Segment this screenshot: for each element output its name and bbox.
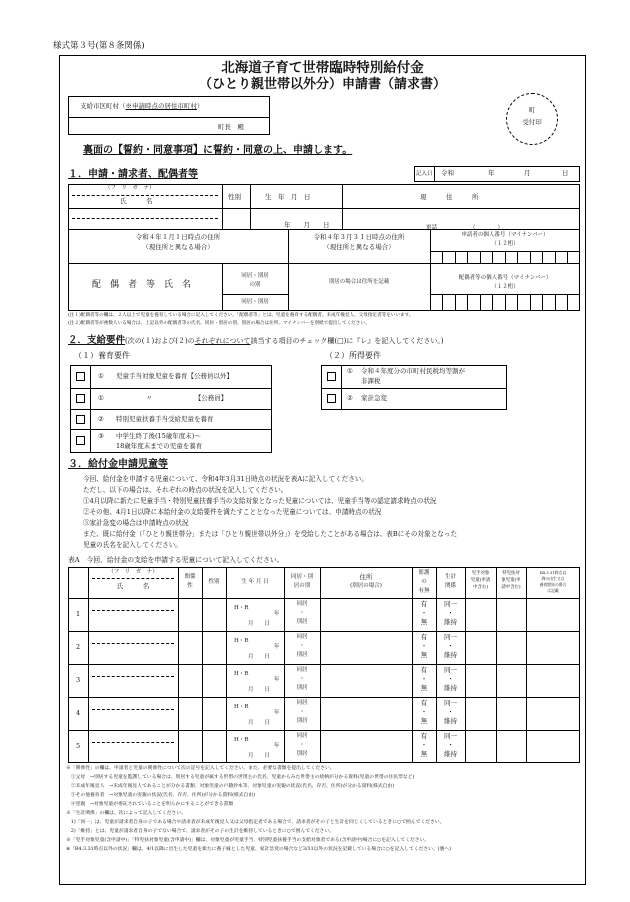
col-furigana: （フ リ ガ ナ） xyxy=(108,569,158,575)
row-livelihood-dot: ・ xyxy=(447,642,454,650)
spouse-mynumber-digits: （１２桁） xyxy=(491,284,519,290)
row-custody-dot: ・ xyxy=(420,609,428,617)
row-cohab[interactable]: 同居 xyxy=(296,700,308,706)
row-custody-no[interactable]: 無 xyxy=(420,684,428,692)
col-r4-status-2: 降の出生又は xyxy=(541,576,565,581)
row-cohab-dot: ・ xyxy=(299,676,305,682)
row-custody-no[interactable]: 無 xyxy=(420,717,428,725)
footnote-4: ③その他養育者 →対象児童の実親の状況(氏名、存否、住所)が分かる資料(様式自由) xyxy=(66,793,255,798)
dob-header: 生 年 月 日 xyxy=(265,193,311,201)
sep-address-header: 別居の場合は住所を記載 xyxy=(328,279,390,285)
footnote-9: ※「児手対象児童(含申請中)」「特児扶対象児童(含申請中)」欄は、対象児童が児童手当、特別児童扶養手当の支給対象者である(含申請中)場合に○を記入してください。 xyxy=(66,838,430,843)
cohab-header: 同居・別居 xyxy=(241,273,269,279)
table-row[interactable] xyxy=(68,730,580,763)
row-separate[interactable]: 別居 xyxy=(296,718,308,724)
row-livelihood-maintain[interactable]: 維持 xyxy=(444,618,457,626)
section1-note1: (注１)配偶者等の欄は、２人以上で児童を養育している場合に記入してください。「配偶者等」とは、児童を養育する配偶者、未成年後見人、父母指定者等をいいます。 xyxy=(68,313,414,318)
req1-text-3: 特別児童扶養手当受給児童を養育 xyxy=(116,415,214,423)
form-title: 北海道子育て世帯臨時特別給付金 xyxy=(221,60,424,76)
row-monthday: 月 日 xyxy=(248,654,271,660)
req2-checkbox-1[interactable] xyxy=(327,372,336,381)
row-livelihood-same[interactable]: 同一 xyxy=(444,732,457,740)
col-cohab: 同居・別 xyxy=(290,574,313,580)
date-year: 年 xyxy=(488,169,495,177)
s3-line-3: ①4月以降に新たに児童手当・特別児童扶養手当の支給対象となった児童については、児童手当等の認定請求時点の状況 xyxy=(83,497,437,505)
row-custody-dot: ・ xyxy=(420,708,428,716)
name-header: 氏 名 xyxy=(120,197,153,205)
row-custody-yes[interactable]: 有 xyxy=(420,633,428,641)
stamp-town: 町 xyxy=(528,106,536,114)
row-separate[interactable]: 別居 xyxy=(296,751,308,757)
row-monthday: 月 日 xyxy=(248,720,271,726)
col-livelihood: 生計 xyxy=(444,574,456,580)
section1-heading: １．申請・請求者、配偶者等 xyxy=(68,169,198,180)
req1-text-4b: 18歳年度末までの児童を養育 xyxy=(116,442,203,450)
date-day: 日 xyxy=(562,169,569,177)
req1-checkbox-2[interactable] xyxy=(76,394,85,403)
s3-line-6: また、既に給付金（「ひとり親世帯分」または「ひとり親世帯以外分」）を受給したことがある場合は、表Bにその対象となった xyxy=(83,530,458,538)
row-livelihood-dot: ・ xyxy=(447,741,454,749)
s3-line-4: ②その他、4月1日以降に本給付金の支給要件を満たすこととなった児童については、申請時点の状況 xyxy=(83,508,382,516)
row-year: 年 xyxy=(274,743,280,749)
row-era: H・R xyxy=(234,704,249,710)
row-livelihood-dot: ・ xyxy=(447,609,454,617)
col-address: 住所 xyxy=(359,573,373,581)
date-month: 月 xyxy=(524,169,531,177)
row-cohab[interactable]: 同居 xyxy=(296,667,308,673)
row-custody-no[interactable]: 無 xyxy=(420,651,428,659)
row-livelihood-dot: ・ xyxy=(447,708,454,716)
address-header: 現 住 所 xyxy=(420,193,479,201)
row-number: 3 xyxy=(76,676,81,684)
row-era: H・R xyxy=(234,638,249,644)
row-livelihood-same[interactable]: 同一 xyxy=(444,666,457,674)
row-cohab[interactable]: 同居 xyxy=(296,601,308,607)
row-custody-yes[interactable]: 有 xyxy=(420,666,428,674)
section1-note2: (注２)配偶者等が複数人いる場合は、上記以外の配偶者等の氏名、同居・別居の別、別居の場合は住所、マイナンバーを別紙で提出してください。 xyxy=(68,321,370,326)
footnote-3: ②未成年後見人 →未成年後見人であることが分かる書類、対象児童の戸籍抄本等、対象児童の実親の状況(氏名、存否、住所)が分かる資料(様式自由) xyxy=(66,784,395,789)
row-cohab[interactable]: 同居 xyxy=(296,733,308,739)
req1-text-4: 中学生終了後(15歳年度末)～ xyxy=(116,432,201,440)
form-subtitle: （ひとり親世帯以外分）申請書（請求書） xyxy=(198,77,446,92)
req1-text-2: 〃 【公務員】 xyxy=(146,394,228,402)
addressee-label: 支給市区町村（※申請時点の居住市町村） xyxy=(80,102,204,110)
spouse-mynumber-header: 配偶者等の個人番号（マイナンバー） xyxy=(458,275,552,281)
table-row[interactable] xyxy=(68,598,580,631)
mynumber-header: 申請者の個人番号（マイナンバー） xyxy=(461,232,549,238)
table-row[interactable] xyxy=(68,664,580,697)
col-custody-3: 有無 xyxy=(418,588,430,594)
req1-num-3: ② xyxy=(98,415,104,423)
dob-ymd: 年 月 日 xyxy=(284,221,330,229)
row-monthday: 月 日 xyxy=(248,687,271,693)
cohab-option[interactable]: 同居・別居 xyxy=(241,299,269,305)
row-custody-yes[interactable]: 有 xyxy=(420,699,428,707)
row-cohab-dot: ・ xyxy=(299,643,305,649)
req1-checkbox-1[interactable] xyxy=(76,372,85,381)
s3-line-5: ③家計急変の場合は申請時点の状況 xyxy=(83,519,189,527)
req1-num-2: ① xyxy=(98,394,104,402)
row-cohab-dot: ・ xyxy=(299,709,305,715)
row-custody-dot: ・ xyxy=(420,642,428,650)
income-req-heading: （２）所得要件 xyxy=(325,351,381,360)
row-livelihood-maintain[interactable]: 維持 xyxy=(444,717,457,725)
row-era: H・R xyxy=(234,671,249,677)
col-r4-status-4: は記載 xyxy=(547,588,559,593)
col-child-allowance: 児手対象 xyxy=(471,571,490,576)
row-custody-yes[interactable]: 有 xyxy=(420,600,428,608)
mar-address-sub: （現住所と異なる場合） xyxy=(323,243,395,251)
row-custody-dot: ・ xyxy=(420,675,428,683)
row-custody-dot: ・ xyxy=(420,741,428,749)
row-cohab-dot: ・ xyxy=(299,610,305,616)
row-year: 年 xyxy=(274,677,280,683)
col-dob: 生 年 月 日 xyxy=(241,579,269,585)
row-separate[interactable]: 別居 xyxy=(296,652,308,658)
row-livelihood-same[interactable]: 同一 xyxy=(444,699,457,707)
footnote-5: ④里親 →対象児童が委託されていることを明らかにすることができる書類 xyxy=(66,802,234,807)
req2-num-2: ② xyxy=(347,394,353,402)
row-custody-no[interactable]: 無 xyxy=(420,750,428,758)
mynumber-digits: （１２桁） xyxy=(491,241,519,247)
s3-line-7: 児童の氏名を記入してください。 xyxy=(83,541,182,549)
section3-heading: ３．給付金申請児童等 xyxy=(68,459,168,470)
col-custody-2: の xyxy=(421,579,427,585)
consent-statement: 裏面の【誓約・同意事項】に誓約・同意の上、申請します。 xyxy=(83,145,353,156)
cohab-header2: の別 xyxy=(249,282,261,288)
col-special-allowance-2: 象児童(申 xyxy=(501,578,521,583)
row-year: 年 xyxy=(274,710,280,716)
req1-num-4: ③ xyxy=(98,432,104,440)
col-child-allowance-3: 中含む) xyxy=(473,585,488,590)
col-gender: 性別 xyxy=(208,579,220,585)
mar-address-header: 令和４年３月３１日時点の住所 xyxy=(313,233,405,241)
col-name: 氏 名 xyxy=(116,582,150,590)
col-cohab-2: 居の別 xyxy=(293,583,311,589)
req2-checkbox-2[interactable] xyxy=(327,394,336,403)
rearing-req-heading: （１）養育要件 xyxy=(74,351,130,360)
col-child-allowance-2: 児童(申請 xyxy=(470,578,491,583)
row-livelihood-maintain[interactable]: 維持 xyxy=(444,651,457,659)
row-separate[interactable]: 別居 xyxy=(296,619,308,625)
tel-paren: （ ） xyxy=(470,225,504,231)
req2-text-2: 家計急変 xyxy=(361,394,387,402)
date-reiwa: 令和 xyxy=(441,169,454,177)
row-year: 年 xyxy=(274,644,280,650)
row-livelihood-maintain[interactable]: 維持 xyxy=(444,684,457,692)
col-address-2: (別居の場合) xyxy=(350,583,382,589)
tel-label: 電話 xyxy=(426,225,438,231)
stamp-label: 受付印 xyxy=(522,118,542,126)
col-custody: 監護 xyxy=(418,570,430,576)
row-number: 2 xyxy=(76,643,81,651)
footnote-1: ※「関係性」の欄は、申請者と児童の関係性について次の記号を記入してください。また、必要な書類を提出してください。 xyxy=(66,766,335,771)
row-era: H・R xyxy=(234,737,249,743)
table-row[interactable] xyxy=(68,631,580,664)
col-r4-status: R4.3.31時点以 xyxy=(539,570,567,575)
table-a-caption: 表A 今回、給付金の支給を申請する児童について記入してください。 xyxy=(68,556,284,564)
req2-text-1: 令和４年度分の市町村民税均等割が xyxy=(361,367,465,375)
req1-num-1: ① xyxy=(98,372,104,380)
footnote-6: ※「生計関係」の欄は、次によって記入してください。 xyxy=(66,811,186,816)
row-livelihood-dot: ・ xyxy=(447,675,454,683)
col-livelihood-2: 関係 xyxy=(444,583,456,589)
req1-checkbox-3[interactable] xyxy=(76,415,85,424)
row-era: H・R xyxy=(234,605,249,611)
col-relation-2: 性 xyxy=(187,583,193,589)
row-custody-yes[interactable]: 有 xyxy=(420,732,428,740)
jan-address-header: 令和４年１月１日時点の住所 xyxy=(135,233,221,241)
footnote-10: ※「R4.3.31時点以外の状況」欄は、4/1以降に出生した児童を新たに養子縁とした児童、家計急変の場合など3/31以外の状況を記載している場合に○を記入してください。(裏へ) xyxy=(66,847,452,852)
table-row[interactable] xyxy=(68,697,580,730)
s3-line-2: ただし、以下の場合は、それぞれの時点の状況を記入してください。 xyxy=(83,486,288,494)
date-box[interactable] xyxy=(414,166,580,182)
row-monthday: 月 日 xyxy=(248,753,271,759)
jan-address-sub: （現住所と異なる場合） xyxy=(142,243,214,251)
row-monthday: 月 日 xyxy=(248,621,271,627)
row-year: 年 xyxy=(274,611,280,617)
footnote-8: 2)「維持」とは、児童が請求者自身の子でない場合で、請求者がその子の生計を維持しているときに○で囲んでください。 xyxy=(66,829,335,834)
col-special-allowance: 特児扶対 xyxy=(502,571,520,576)
req1-text-1: 児童手当対象児童を養育【公務員以外】 xyxy=(116,372,233,380)
date-label: 記入日 xyxy=(416,171,433,177)
row-cohab[interactable]: 同居 xyxy=(296,634,308,640)
req2-num-1: ① xyxy=(347,367,353,375)
row-number: 5 xyxy=(76,742,81,750)
footnote-7: 1)「同一」は、児童が請求者自身の子である場合や請求者が未成年後見人又は父母指定者である場合で、請求者がその子と生計を同じくしているときに○で囲んでください。 xyxy=(66,820,445,825)
s3-line-1: 今回、給付金を申請する児童について、令和4年3月31日時点の状況を表Aに記入してください。 xyxy=(83,475,369,483)
row-livelihood-same[interactable]: 同一 xyxy=(444,600,457,608)
spouse-header: 配 偶 者 等 氏 名 xyxy=(92,280,192,290)
row-separate[interactable]: 別居 xyxy=(296,685,308,691)
req2-text-1b: 非課税 xyxy=(361,377,381,385)
mayor-label: 町長 殿 xyxy=(218,123,244,131)
req1-checkbox-4[interactable] xyxy=(76,436,85,445)
row-custody-no[interactable]: 無 xyxy=(420,618,428,626)
row-cohab-dot: ・ xyxy=(299,742,305,748)
row-number: 4 xyxy=(76,709,81,717)
row-livelihood-maintain[interactable]: 維持 xyxy=(444,750,457,758)
footnote-2: ①父母 →別居する児童を監護している場合は、別居する児童が属する世帯の世帯主の氏名、児童からみた世帯主の続柄が分かる資料(児童の世帯の住民票など) xyxy=(66,775,415,780)
col-special-allowance-3: 請中含む) xyxy=(501,585,521,590)
col-r4-status-3: 養育開始の場合 xyxy=(539,582,567,587)
col-relation: 関係 xyxy=(184,574,196,580)
gender-header: 性別 xyxy=(228,193,241,201)
section2-heading: ２．支給要件(次の(１)および(２)のそれぞれについて該当する項目のチェック欄(□)に『レ』を記入してください。) xyxy=(68,335,444,346)
row-number: 1 xyxy=(76,610,81,618)
row-livelihood-same[interactable]: 同一 xyxy=(444,633,457,641)
form-number: 様式第３号(第８条関係) xyxy=(53,41,145,51)
furigana-header: （フ リ ガ ナ） xyxy=(105,185,155,191)
